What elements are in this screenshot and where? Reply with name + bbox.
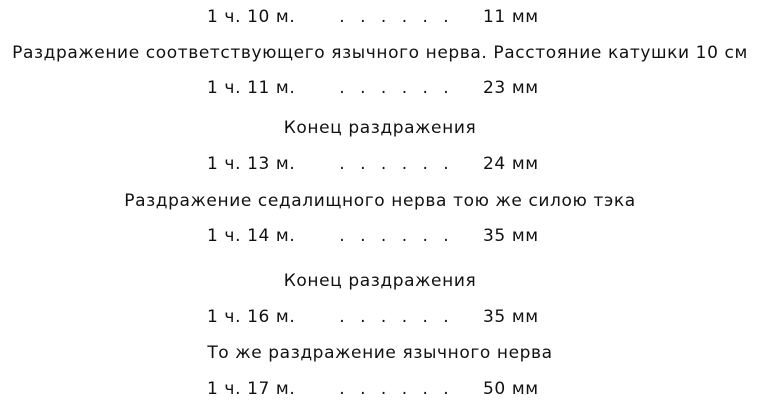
measurement-line bbox=[0, 153, 760, 175]
measurement-value: 35 мм bbox=[483, 226, 539, 246]
time-label: 1 ч. 10 м. bbox=[207, 7, 296, 27]
leader-dots: . . . . . . bbox=[339, 307, 449, 327]
measurement-line bbox=[0, 225, 760, 247]
procedure-note: Раздражение седалищного нерва тою же силою тэка bbox=[124, 191, 636, 211]
measurement-value: 11 мм bbox=[483, 7, 539, 27]
measurement-line bbox=[0, 6, 760, 28]
procedure-note: Конец раздражения bbox=[283, 271, 477, 291]
time-label: 1 ч. 16 м. bbox=[207, 307, 296, 327]
measurement-value: 35 мм bbox=[483, 307, 539, 327]
measurement-value: 50 мм bbox=[483, 379, 539, 399]
procedure-note: Конец раздражения bbox=[283, 118, 477, 138]
time-label: 1 ч. 14 м. bbox=[207, 226, 296, 246]
time-label: 1 ч. 17 м. bbox=[207, 379, 296, 399]
leader-dots: . . . . . . bbox=[339, 226, 449, 246]
procedure-note: То же раздражение язычного нерва bbox=[207, 343, 553, 363]
measurement-line bbox=[0, 378, 760, 400]
leader-dots: . . . . . . bbox=[339, 7, 449, 27]
procedure-note: Раздражение соответствующего язычного нерва. Расстояние катушки 10 см bbox=[12, 43, 748, 63]
measurement-line bbox=[0, 306, 760, 328]
leader-dots: . . . . . . bbox=[339, 78, 449, 98]
measurement-value: 24 мм bbox=[483, 154, 539, 174]
time-label: 1 ч. 13 м. bbox=[207, 154, 296, 174]
measurement-line bbox=[0, 77, 760, 99]
time-label: 1 ч. 11 м. bbox=[207, 78, 296, 98]
leader-dots: . . . . . . bbox=[339, 379, 449, 399]
leader-dots: . . . . . . bbox=[339, 154, 449, 174]
measurement-value: 23 мм bbox=[483, 78, 539, 98]
